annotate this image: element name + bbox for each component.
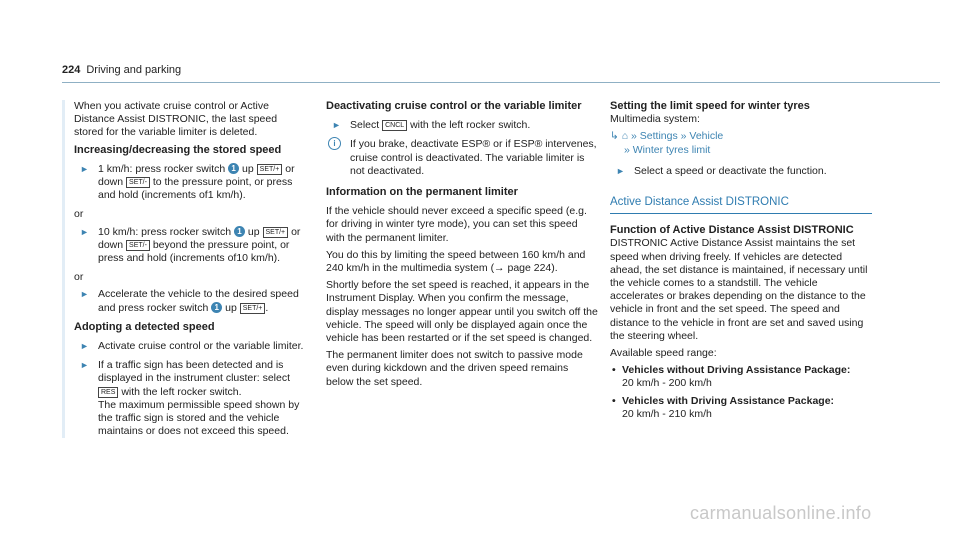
column-1 bbox=[62, 100, 306, 444]
heading-winter-tyres: Setting the limit speed for winter tyres bbox=[610, 100, 810, 112]
heading-adopt: Adopting a detected speed bbox=[74, 320, 215, 333]
menu-winter-tyres-limit: Winter tyres limit bbox=[632, 143, 711, 156]
cncl-key-icon: CNCL bbox=[382, 120, 407, 131]
step-activate: ► Activate cruise control or the variable limiter. bbox=[80, 340, 304, 353]
menu-settings: Settings bbox=[639, 130, 678, 143]
watermark: carmanualsonline.info bbox=[690, 503, 872, 523]
intro-block bbox=[62, 100, 306, 438]
step-10km: ► 10 km/h: press rocker switch 1 up SET/+ or down SET/- beyond the pressure point, or press and hold (increments of10 km/h). bbox=[80, 225, 301, 265]
return-arrow-icon: ↳ bbox=[610, 130, 619, 143]
column-3 bbox=[610, 100, 872, 425]
paragraph: Shortly before the set speed is reached, it appears in the Instrument Display. When you confirm the message, display messages no longer appear until you switch off the vehicle. The speed will only be displayed again once the vehicle has been restarted or if the set speed is changed. bbox=[326, 279, 598, 345]
callout-1-icon: 1 bbox=[211, 302, 222, 313]
step-arrow-icon: ► bbox=[332, 120, 341, 131]
step-traffic-sign: ► If a traffic sign has been detected and is displayed in the instrument cluster: select RES with the left rocker switch. The maximum permissible speed shown by the traffic sign is stored and the vehicle maintains or does not exceed this speed. bbox=[80, 359, 300, 438]
section-title: Active Distance Assist DISTRONIC bbox=[610, 196, 872, 214]
page-header bbox=[62, 60, 940, 78]
callout-1-icon: 1 bbox=[234, 226, 245, 237]
res-key-icon: RES bbox=[98, 387, 118, 398]
set-plus-key-icon: SET/+ bbox=[257, 164, 283, 175]
or-text: or bbox=[74, 271, 84, 284]
chevron-right-icon: » bbox=[624, 143, 630, 156]
list-item: • Vehicles with Driving Assistance Package: 20 km/h - 210 km/h bbox=[610, 395, 872, 421]
set-minus-key-icon: SET/- bbox=[126, 177, 150, 188]
set-plus-key-icon: SET/+ bbox=[240, 303, 266, 314]
step-1km: ► 1 km/h: press rocker switch 1 up SET/+ or down SET/- to the pressure point, or press and hold (increments of1 km/h). bbox=[80, 162, 295, 202]
step-arrow-icon: ► bbox=[616, 165, 625, 176]
speed-range-label: Available speed range: bbox=[610, 347, 717, 360]
paragraph: The permanent limiter does not switch to passive mode even during kickdown and the driven speed remains below the set speed. bbox=[326, 349, 583, 388]
chevron-right-icon: » bbox=[680, 130, 687, 143]
home-icon: ⌂ bbox=[621, 130, 629, 143]
step-select-cncl: ► Select CNCL with the left rocker switch. bbox=[332, 119, 531, 132]
step-select-speed: ► Select a speed or deactivate the function. bbox=[616, 164, 827, 177]
step-arrow-icon: ► bbox=[80, 289, 89, 300]
menu-path bbox=[610, 130, 872, 156]
heading-permanent-limiter: Information on the permanent limiter bbox=[326, 186, 518, 199]
header-rule bbox=[62, 82, 940, 83]
callout-1-icon: 1 bbox=[228, 163, 239, 174]
or-text: or bbox=[74, 208, 84, 221]
set-minus-key-icon: SET/- bbox=[126, 240, 150, 251]
speed-range-list bbox=[610, 364, 872, 421]
list-item: • Vehicles without Driving Assistance Package: 20 km/h - 200 km/h bbox=[610, 364, 872, 390]
intro-text: When you activate cruise control or Active Distance Assist DISTRONIC, the last speed stored for the variable limiter is deleted. bbox=[74, 100, 278, 139]
set-plus-key-icon: SET/+ bbox=[263, 227, 289, 238]
step-accelerate: ► Accelerate the vehicle to the desired speed and press rocker switch 1 up SET/+ . bbox=[80, 288, 299, 314]
step-arrow-icon: ► bbox=[80, 360, 89, 371]
multimedia-label: Multimedia system: bbox=[610, 113, 700, 126]
chevron-right-icon: » bbox=[631, 130, 637, 143]
page-number: 224 bbox=[62, 64, 81, 76]
paragraph: DISTRONIC Active Distance Assist maintains the set speed when driving freely. If vehicles are detected ahead, the set distance is maintained, if necessary until the vehicle comes to a standstill. The vehicle accelerates or brakes depending on the distance to the vehicle in front and the set speed. The speed and distance to the vehicle in front are set and saved using the steering wheel. bbox=[610, 237, 868, 342]
paragraph: You do this by limiting the speed between 160 km/h and 240 km/h in the multimedia system (→ page 224). bbox=[326, 248, 586, 275]
step-arrow-icon: ► bbox=[80, 163, 89, 174]
heading-increase: Increasing/decreasing the stored speed bbox=[74, 143, 282, 156]
column-2 bbox=[326, 100, 598, 393]
step-arrow-icon: ► bbox=[80, 341, 89, 352]
heading-function: Function of Active Distance Assist DISTRONIC bbox=[610, 224, 854, 237]
step-arrow-icon: ► bbox=[80, 226, 89, 237]
paragraph: If the vehicle should never exceed a specific speed (e.g. for driving in winter tyre mode), you can set this speed with the permanent limiter. bbox=[326, 205, 587, 244]
heading-deactivate: Deactivating cruise control or the variable limiter bbox=[326, 100, 582, 112]
info-note: i If you brake, deactivate ESP® or if ESP® intervenes, cruise control is deactivated. The variable limiter is not deactivated. bbox=[326, 138, 598, 178]
info-icon: i bbox=[328, 137, 341, 150]
menu-vehicle: Vehicle bbox=[689, 130, 724, 143]
page-title: Driving and parking bbox=[86, 64, 182, 76]
